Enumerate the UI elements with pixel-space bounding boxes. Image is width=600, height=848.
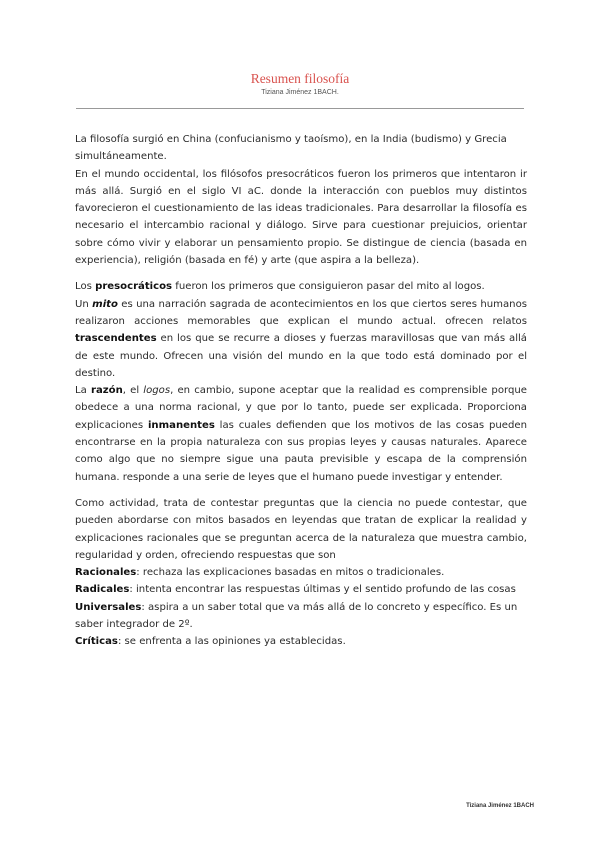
paragraph-actividad: Como actividad, trata de contestar preguntas que la ciencia no puede contestar, que pueden abordarse con mitos basados en leyendas que tratan de explicar la realidad y explicaciones racionales que se preguntan acerca de la naturaleza que muestra cambio, regularidad y orden, ofreciendo respuestas que son xyxy=(75,497,527,561)
header-divider xyxy=(76,108,524,109)
paragraph-occidental: En el mundo occidental, los filósofos presocráticos fueron los primeros que intentaron ir más allá. Surgió en el siglo VI aC. donde la interacción con pueblos muy distintos favorecieron el cuestionamiento de las ideas tradicionales. Para desarrollar la filosofía es necesario el intercambio racional y diálogo. Sirve para cuestionar prejuicios, orientar sobre cómo vivir y elaborar un pensamiento propio. Se distingue de ciencia (basada en experiencia), religión (basada en fé) y arte (que aspira a la belleza). xyxy=(75,168,527,267)
list-item-radicales: Radicales: intenta encontrar las respuestas últimas y el sentido profundo de las cosas xyxy=(75,584,516,596)
paragraph-origin: La filosofía surgió en China (confucianismo y taoísmo), en la India (budismo) y Grecia simultáneamente. xyxy=(75,134,507,163)
list-item-universales: Universales: aspira a un saber total que va más allá de lo concreto y específico. Es un saber integrador de 2º. xyxy=(75,601,518,631)
paragraph-mito: Un mito es una narración sagrada de acontecimientos en los que ciertos seres humanos realizaron acciones memorables que explican el mundo actual. ofrecen relatos trascendentes en los que se recurre a dioses y fuerzas maravillosas que van más allá de este mundo. Ofrecen una visión del mundo en la que todo está dominado por el destino. xyxy=(75,298,528,379)
document-body xyxy=(75,131,527,651)
document-title: Resumen filosofía xyxy=(250,71,350,86)
page-footer: Tiziana Jiménez 1BACH xyxy=(466,803,534,809)
list-item-criticas: Críticas: se enfrenta a las opiniones ya establecidas. xyxy=(75,636,346,648)
paragraph-presocraticos: Los presocráticos fueron los primeros que consiguieron pasar del mito al logos. xyxy=(75,281,485,293)
document-author: Tiziana Jiménez 1BACH. xyxy=(261,89,339,96)
paragraph-razon: La razón, el logos, en cambio, supone aceptar que la realidad es comprensible porque obedece a una norma racional, y que por lo tanto, puede ser explicada. Proporciona explicaciones inmanentes las cuales defienden que los motivos de las cosas pueden encontrarse en la propia naturaleza con sus propias leyes y causas naturales. Aparece como algo que no siempre sigue una pauta previsible y escapa de la comprensión humana. responde a una serie de leyes que el humano puede investigar y entender. xyxy=(75,385,527,483)
list-item-racionales: Racionales: rechaza las explicaciones basadas en mitos o tradicionales. xyxy=(75,567,445,579)
